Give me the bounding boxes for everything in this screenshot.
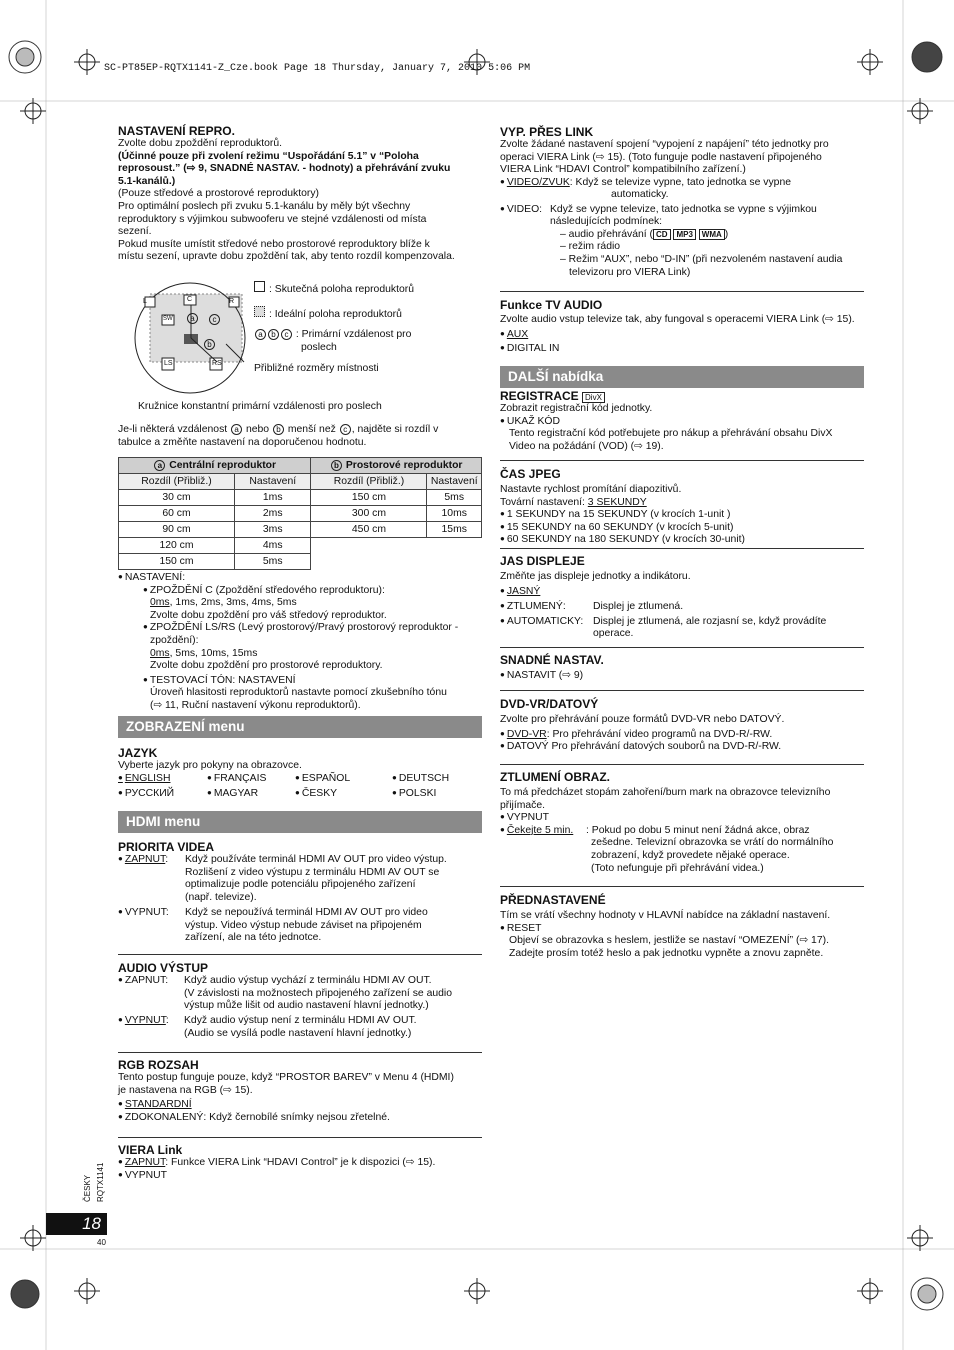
- section-title: PŘEDNASTAVENÉ: [500, 893, 606, 907]
- option-off: ● VYPNUT: [118, 1170, 482, 1183]
- text-line: výstup. Video výstup nebude záviset na připojeném: [185, 919, 422, 931]
- cell: 3ms: [235, 522, 311, 538]
- option-on: ZAPNUT: [124, 1157, 166, 1168]
- text-line: sezení.: [118, 226, 152, 238]
- cell: 5ms: [235, 554, 311, 570]
- text-line: 5.1-kanálů.): [118, 175, 176, 187]
- cell: 10ms: [427, 506, 482, 522]
- option-reset: ● RESET: [500, 923, 864, 936]
- vyp-section: [500, 125, 864, 277]
- ztl-wait: [500, 825, 864, 877]
- option-row: [500, 329, 864, 342]
- cell: 300 cm: [311, 506, 427, 522]
- lang-option[interactable]: ● ČESKY: [295, 788, 337, 801]
- text-line: výstup může lišit od audio nastavení hlavní jednotky.): [184, 1000, 429, 1012]
- tag-cd: CD: [653, 229, 671, 240]
- option-row: [118, 1157, 482, 1170]
- text-line: Zobrazit registrační kód jednotky.: [500, 403, 653, 414]
- divider: [500, 460, 864, 461]
- text-line: – Režim “AUX”, nebo “D-IN” (při nezvoleném nastavení audia: [560, 253, 843, 265]
- mark-a: a: [154, 460, 165, 471]
- band-display-menu: ZOBRAZENÍ menu: [118, 716, 482, 738]
- page-number: 18: [46, 1213, 107, 1235]
- option-row: ● 15 SEKUNDY na 60 SEKUNDY (v krocích 5-unit): [500, 522, 864, 535]
- text-line: Objeví se obrazovka s heslem, jestliže se nastaví “OMEZENÍ” (⇨ 17).: [509, 935, 829, 947]
- text-line: zařízení, ale na této jednotce.: [185, 932, 322, 944]
- left-column: [118, 124, 482, 264]
- text-line: reprosoust.” (⇨ 9, SNADNÉ NASTAV. - hodnoty) a přehrávání zvuku: [118, 163, 451, 175]
- divider: [118, 954, 482, 955]
- option-desc: [185, 854, 485, 904]
- section-title: JAZYK: [118, 746, 158, 760]
- table-row: [119, 538, 482, 554]
- delay-table: [118, 457, 482, 570]
- note-text: nebo: [245, 424, 270, 435]
- option-row: ● NASTAVIT (⇨ 9): [500, 670, 864, 683]
- text-line: Pro optimální poslech při zvuku 5.1-kanálu by měly být všechny: [118, 200, 411, 212]
- cell: 120 cm: [119, 538, 235, 554]
- tag-wma: WMA: [699, 229, 725, 240]
- text-line: Když audio výstup není z terminálu HDMI AV OUT.: [184, 1015, 417, 1026]
- legend-distance: : Primární vzdálenost pro: [295, 329, 412, 341]
- text-line: Tovární nastavení:: [500, 496, 588, 508]
- option-video: ● VIDEO:: [500, 204, 542, 217]
- priorita-section: [118, 840, 482, 958]
- lang-option[interactable]: ● DEUTSCH: [392, 773, 449, 786]
- option-row: [118, 1099, 482, 1112]
- table-head-surround: [311, 458, 482, 474]
- option-dvd-vr: DVD-VR: [506, 728, 547, 740]
- text-line: Zvolte pro přehrávání pouze formátů DVD-VR nebo DATOVÝ.: [500, 714, 785, 725]
- section-title: REGISTRACE: [500, 389, 579, 403]
- section-title: VYP. PŘES LINK: [500, 125, 594, 139]
- option-digital-in: ● DIGITAL IN: [500, 343, 864, 356]
- mark-a: a: [255, 329, 266, 340]
- divider: [500, 291, 864, 292]
- lang-option[interactable]: ● ESPAÑOL: [295, 773, 350, 786]
- reg-section: [500, 389, 864, 453]
- side-label-lang: [83, 1156, 95, 1202]
- values: , 1ms, 2ms, 3ms, 4ms, 5ms: [169, 597, 297, 609]
- table-row: [119, 554, 482, 570]
- lang-option[interactable]: ● POLSKI: [392, 788, 436, 801]
- text-line: Pro přehrávání datových souborů na DVD-R/-RW.: [548, 741, 782, 753]
- language-list: [118, 773, 482, 803]
- divider: [118, 1052, 482, 1053]
- text-line: (⇨ 11, Ruční nastavení výkonu reproduktorů).: [150, 699, 361, 711]
- cell: 60 cm: [119, 506, 235, 522]
- text-line: To má předcházet stopám zahoření/burn mark na obrazovce televizního: [500, 787, 831, 798]
- text-line: je nastavena na RGB (⇨ 15).: [118, 1084, 253, 1096]
- cell: 90 cm: [119, 522, 235, 538]
- col-set: Nastavení: [235, 474, 311, 490]
- text-line: (Účinné pouze při zvolení režimu “Uspořádání 5.1” v “Poloha: [118, 150, 419, 162]
- text-line: Tím se vrátí všechny hodnoty v HLAVNÍ nabídce na základní nastavení.: [500, 910, 831, 921]
- diagram-legend: [254, 281, 484, 376]
- jas-options: [500, 586, 864, 646]
- cell: 150 cm: [119, 554, 235, 570]
- tag-divx: DivX: [582, 392, 605, 403]
- text-line: Když audio výstup vychází z terminálu HDMI AV OUT.: [184, 975, 432, 986]
- speaker-label-r: R: [229, 298, 235, 305]
- lang-option[interactable]: ● MAGYAR: [207, 788, 258, 801]
- snadne-section: [500, 653, 864, 683]
- text-line: Změňte jas displeje jednotky a indikátoru.: [500, 571, 691, 582]
- cell: 450 cm: [311, 522, 427, 538]
- text-line: (V závislosti na možnostech připojeného zařízení se audio: [184, 987, 452, 999]
- cell: 4ms: [235, 538, 311, 554]
- option-row: [118, 1112, 482, 1125]
- side-label-code: [96, 1156, 108, 1202]
- mark-a: a: [231, 424, 242, 435]
- text-line: Tento registrační kód potřebujete pro nákup a přehrávání obsahu DivX: [509, 428, 833, 440]
- col-diff: Rozdíl (Přibliž.): [119, 474, 235, 490]
- mark-c: c: [209, 314, 220, 325]
- note-text: Je-li některá vzdálenost: [118, 424, 228, 435]
- col-set: Nastavení: [427, 474, 482, 490]
- text-line: Zvolte dobu zpoždění reproduktorů.: [118, 138, 283, 149]
- mark-b: b: [204, 339, 215, 350]
- diagram-caption: Kružnice konstantní primární vzdálenosti pro poslech: [138, 401, 382, 412]
- default-value: 0ms: [150, 647, 170, 659]
- text-line: (Toto nefunguje při přehrávání videa.): [591, 862, 764, 874]
- divider: [500, 690, 864, 691]
- divider: [500, 886, 864, 887]
- lang-option[interactable]: ● FRANÇAIS: [207, 773, 266, 786]
- priorita-options: [118, 854, 482, 958]
- cell: 150 cm: [311, 490, 427, 506]
- band-hdmi-menu: HDMI menu: [118, 811, 482, 833]
- option-desc: [185, 907, 485, 945]
- note-text: , najděte si rozdíl v: [351, 424, 439, 435]
- audio-section: [118, 961, 482, 1043]
- settings-head: ● NASTAVENÍ:: [118, 572, 482, 585]
- text-line: operace.: [593, 628, 634, 640]
- viera-section: [118, 1143, 482, 1182]
- option-standard: STANDARDNÍ: [124, 1099, 192, 1111]
- note-text: tabulce a změňte nastavení na doporučenou hodnotu.: [118, 436, 367, 448]
- option-row: ● 1 SEKUNDY na 15 SEKUNDY (v krocích 1-unit ): [500, 509, 864, 522]
- lang-option[interactable]: ● РУССКИЙ: [118, 788, 174, 801]
- text-line: Zvolte dobu zpoždění pro váš středový reproduktor.: [150, 609, 387, 621]
- speaker-label-l: L: [143, 298, 147, 305]
- text-line: reproduktory s výjimkou subwooferu ve stejné vzdálenosti od místa: [118, 213, 427, 225]
- text-line: – audio přehrávání (: [560, 228, 653, 240]
- actual-speaker-icon: [254, 281, 265, 292]
- mark-c: c: [281, 329, 292, 340]
- text-line: : Když se televize vypne, tato jednotka se vypne: [569, 176, 791, 188]
- values: , 5ms, 10ms, 15ms: [169, 647, 258, 659]
- text-line: následujících podmínek:: [550, 216, 663, 228]
- lang-label: ČESKY: [83, 1174, 92, 1202]
- legend-room: Přibližné rozměry místnosti: [254, 363, 379, 375]
- text-line: Tento postup funguje pouze, když “PROSTOR BAREV” v Menu 4 (HDMI): [118, 1072, 454, 1083]
- option-row: [500, 729, 864, 742]
- divider: [500, 647, 864, 648]
- ztl-section: [500, 770, 864, 877]
- text-line: Úroveň hlasitosti reproduktorů nastavte pomocí zkušebního tónu: [150, 687, 447, 699]
- option-row: [500, 586, 540, 599]
- table-row: [119, 490, 482, 506]
- table-row: [119, 522, 482, 538]
- conditions: [560, 229, 870, 279]
- dvd-section: [500, 697, 864, 754]
- rgb-section: [118, 1058, 482, 1124]
- option-row: [500, 741, 864, 754]
- text-line: : Pro přehrávání video programů na DVD-R/-RW.: [546, 728, 773, 740]
- option-off: ● VYPNUT: [500, 812, 864, 825]
- option-on: ZAPNUT: [124, 854, 166, 865]
- option-data: DATOVÝ: [506, 741, 549, 753]
- default-value: 0ms: [150, 597, 170, 609]
- legend-actual: : Skutečná poloha reproduktorů: [269, 284, 414, 295]
- text-line: ● TESTOVACÍ TÓN: NASTAVENÍ: [143, 675, 482, 688]
- section-title: ZTLUMENÍ OBRAZ.: [500, 770, 610, 784]
- head-label: Centrální reproduktor: [169, 460, 277, 471]
- jpeg-section: [500, 467, 864, 547]
- text-line: místu sezení, upravte dobu zpoždění tak, aby tento rozdíl kompenzovala.: [118, 251, 455, 263]
- option-off: VYPNUT: [124, 1015, 166, 1026]
- text-line: Zadejte prosím totéž heslo a pak jednotku vypněte a znovu zapněte.: [509, 947, 824, 959]
- text-line: zobrazení, když provedete nějaké operace.: [591, 849, 790, 861]
- cell: 1ms: [235, 490, 311, 506]
- text-line: operaci VIERA Link (⇨ 15). (Toto funguje podle nastavení připojeného: [500, 151, 822, 163]
- section-title: ČAS JPEG: [500, 467, 561, 481]
- section-title: RGB ROZSAH: [118, 1058, 199, 1072]
- text-line: Zvolte audio vstup televize tak, aby fungoval s operacemi VIERA Link (⇨ 15).: [500, 314, 855, 325]
- option-desc: [184, 975, 484, 1013]
- section-title: SNADNÉ NASTAV.: [500, 653, 604, 667]
- option-dim: ● ZTLUMENÝ:: [500, 601, 566, 614]
- option-row: ● 60 SEKUNDY na 180 SEKUNDY (v krocích 30-unit): [500, 534, 864, 547]
- option-show-code: ● UKAŽ KÓD: [500, 416, 864, 429]
- speaker-label-rs: RS: [212, 360, 222, 367]
- speaker-label-ls: LS: [164, 360, 173, 367]
- text-line: Video na požádání (VOD) (⇨ 19).: [509, 440, 664, 452]
- lang-option[interactable]: ● ENGLISH: [118, 773, 170, 786]
- option-label: ● ZAPNUT:: [118, 854, 168, 867]
- section-title: PRIORITA VIDEA: [118, 840, 215, 854]
- cell: 30 cm: [119, 490, 235, 506]
- file-info: SC-PT85EP-RQTX1141-Z_Cze.book Page 18 Thursday, January 7, 2010 5:06 PM: [104, 63, 531, 74]
- pred-section: [500, 893, 864, 960]
- text-line: ● ZPOŽDĚNÍ C (Zpoždění středového reproduktoru):: [143, 585, 482, 598]
- option-off: ● VYPNUT:: [118, 907, 169, 920]
- option-aux: AUX: [506, 328, 529, 340]
- audio-options: [118, 975, 482, 1043]
- mark-b: b: [273, 424, 284, 435]
- table-row: [119, 506, 482, 522]
- text-line: VIERA Link “HDAVI Control” kompatibilního zařízení.): [500, 164, 746, 176]
- text-line: (Audio se vysílá podle nastavení hlavní jednotky.): [184, 1027, 412, 1039]
- text-line: zpoždění):: [150, 634, 199, 646]
- default-value: 3 SEKUNDY: [587, 496, 647, 508]
- mark-a: a: [187, 313, 198, 324]
- text-line: : Pokud po dobu 5 minut není žádná akce, obraz: [586, 824, 810, 836]
- cell: 15ms: [427, 522, 482, 538]
- option-video-audio: VIDEO/ZVUK: [506, 176, 570, 188]
- note-text: menší než: [287, 424, 336, 435]
- text-line: Pokud musíte umístit středové nebo prostorové reproduktory blíže k: [118, 238, 430, 250]
- option-desc: [586, 825, 866, 875]
- jazyk-section: [118, 746, 482, 803]
- option-desc: [593, 616, 863, 641]
- speaker-label-sw: SW: [163, 316, 173, 322]
- cell: 2ms: [235, 506, 311, 522]
- option-row: [500, 825, 573, 838]
- option-on: ● ZAPNUT:: [118, 975, 168, 988]
- text-line: Zvolte dobu zpoždění pro prostorové reproduktory.: [150, 660, 383, 672]
- text-line: ): [724, 228, 729, 240]
- settings-block: [118, 572, 482, 713]
- cell: 5ms: [427, 490, 482, 506]
- text-line: optimalizuje podle potenciálu připojeného zařízení: [185, 879, 416, 891]
- distance-note: [118, 424, 482, 449]
- section-title: AUDIO VÝSTUP: [118, 961, 209, 975]
- speaker-layout-diagram: [132, 280, 254, 400]
- text-line: Když se vypne televize, tato jednotka se vypne s výjimkou: [550, 203, 817, 215]
- text-line: Když používáte terminál HDMI AV OUT pro video výstup.: [185, 854, 447, 865]
- head-label: Prostorové reproduktor: [345, 460, 463, 471]
- mark-c: c: [340, 424, 351, 435]
- ideal-speaker-icon: [254, 306, 265, 317]
- option-auto: ● AUTOMATICKY:: [500, 616, 583, 629]
- option-wait: Čekejte 5 min.: [506, 824, 574, 836]
- section-title: NASTAVENÍ REPRO.: [118, 124, 235, 138]
- text-line: zešedne. Televizní obrazovka se vrátí do normálního: [591, 837, 834, 849]
- text-line: televizoru pro VIERA Link): [569, 266, 691, 278]
- option-desc: [184, 1015, 484, 1040]
- legend-ideal: : Ideální poloha reproduktorů: [269, 308, 402, 320]
- text-line: automaticky.: [611, 188, 669, 200]
- option-label: ● VYPNUT:: [118, 1015, 169, 1028]
- option-row: [500, 177, 791, 190]
- section-title: VIERA Link: [118, 1143, 183, 1157]
- col-diff: Rozdíl (Přibliž.): [311, 474, 427, 490]
- section-title: JAS DISPLEJE: [500, 554, 585, 568]
- text-line: Rozlišení z video výstupu z terminálu HDMI AV OUT se: [185, 866, 440, 878]
- section-title: Funkce TV AUDIO: [500, 298, 603, 312]
- text-line: Když černobílé snímky nejsou zřetelné.: [209, 1111, 390, 1123]
- tvaudio-section: [500, 298, 864, 356]
- text-line: : Funkce VIERA Link “HDAVI Control” je k dispozici (⇨ 15).: [165, 1157, 436, 1168]
- sheet-number: 40: [97, 1238, 106, 1247]
- text-line: Zvolte žádané nastavení spojení “vypojení z napájení” této jednotky pro: [500, 139, 829, 150]
- vyp-options: [500, 177, 864, 277]
- divider: [500, 548, 864, 549]
- text-line: Nastavte rychlost promítání diapozitivů.: [500, 484, 682, 495]
- text-line: Vyberte jazyk pro pokyny na obrazovce.: [118, 760, 302, 771]
- code-label: RQTX1141: [96, 1162, 105, 1202]
- legend-distance-2: poslech: [301, 341, 337, 353]
- option-desc: [550, 204, 870, 229]
- text-line: ● ZPOŽDĚNÍ LS/RS (Levý prostorový/Pravý prostorový reproduktor -: [143, 622, 482, 635]
- divider: [500, 764, 864, 765]
- mark-b: b: [331, 460, 342, 471]
- jas-section: [500, 554, 864, 646]
- text-line: (Pouze středové a prostorové reproduktory): [118, 188, 319, 200]
- option-bright: JASNÝ: [506, 585, 541, 597]
- option-enhanced: ZDOKONALENÝ:: [124, 1111, 207, 1123]
- divider: [118, 1137, 482, 1138]
- section-title: DVD-VR/DATOVÝ: [500, 697, 599, 711]
- band-other-menu: DALŠÍ nabídka: [500, 366, 864, 388]
- text-line: přijímače.: [500, 799, 546, 811]
- table-head-center: [119, 458, 311, 474]
- text-line: Když se nepoužívá terminál HDMI AV OUT pro video: [185, 907, 428, 918]
- text-line: (např. televize).: [185, 891, 257, 903]
- mark-b: b: [268, 329, 279, 340]
- tag-mp3: MP3: [673, 229, 695, 240]
- speaker-label-c: C: [187, 296, 193, 303]
- text-line: – režim rádio: [560, 241, 621, 253]
- text-line: Displej je ztlumená.: [593, 600, 684, 612]
- text-line: Displej je ztlumená, ale rozjasní se, když provádíte: [593, 615, 827, 627]
